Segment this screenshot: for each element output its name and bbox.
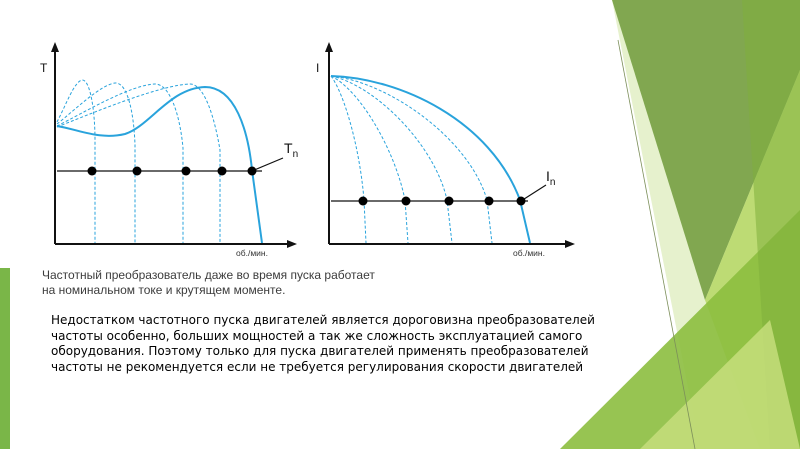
torque-y-axis-label: T [40, 61, 48, 75]
torque-main-curve [57, 87, 262, 243]
current-dashed-curve-4 [331, 76, 492, 243]
torque-dashed-curve-3 [57, 84, 183, 243]
current-dashed-curve-2 [331, 76, 408, 243]
torque-curve-label: $T_n$ [284, 140, 299, 160]
body-line-2: частоты особенно, больших мощностей а так же сложность эксплуатацией самого [51, 328, 583, 343]
current-point-5 [517, 197, 526, 206]
current-axes [325, 42, 575, 248]
torque-point-2 [133, 167, 142, 176]
current-dashed-curve-1 [331, 76, 366, 243]
current-y-arrow [325, 42, 333, 52]
torque-x-axis-label: об./мин. [236, 248, 268, 258]
torque-dashed-curve-4 [57, 84, 220, 243]
current-y-axis-label: I [316, 61, 320, 75]
current-curve-label-sub: n [549, 177, 556, 188]
torque-label-leader [252, 158, 283, 171]
current-dashed-curve-3 [331, 76, 452, 243]
current-point-1 [359, 197, 368, 206]
current-dashed-curves [331, 76, 492, 243]
torque-dashed-curve-2 [57, 83, 135, 243]
deco-left-strip [0, 268, 10, 449]
torque-x-arrow [287, 240, 297, 248]
current-point-4 [485, 197, 494, 206]
body-paragraph [51, 313, 641, 375]
body-line-1: Недостатком частотного пуска двигателей является дороговизна преобразователей [51, 313, 595, 327]
torque-y-arrow [51, 42, 59, 52]
body-line-4: частоты не рекомендуется если не требуется регулирования скорости двигателей [51, 359, 584, 374]
current-speed-diagram [300, 0, 600, 268]
torque-speed-diagram [0, 0, 320, 268]
torque-point-5 [248, 167, 257, 176]
torque-dashed-curves [57, 80, 220, 243]
current-x-axis-label: об./мин. [513, 248, 545, 258]
torque-curve-label-sub: n [292, 149, 299, 160]
torque-dashed-curve-1 [57, 80, 95, 243]
torque-point-4 [218, 167, 227, 176]
torque-point-3 [182, 167, 191, 176]
diagram-caption [42, 268, 462, 298]
current-x-arrow [565, 240, 575, 248]
torque-point-1 [88, 167, 97, 176]
current-curve-label: $I_n$ [546, 168, 556, 188]
caption-line-2: на номинальном токе и крутящем моменте. [42, 283, 286, 297]
current-point-3 [445, 197, 454, 206]
caption-line-1: Частотный преобразователь даже во время пуска работает [42, 268, 375, 282]
body-line-3: оборудования. Поэтому только для пуска двигателей применять преобразователей [51, 344, 589, 358]
torque-axes [51, 42, 297, 248]
current-point-2 [402, 197, 411, 206]
